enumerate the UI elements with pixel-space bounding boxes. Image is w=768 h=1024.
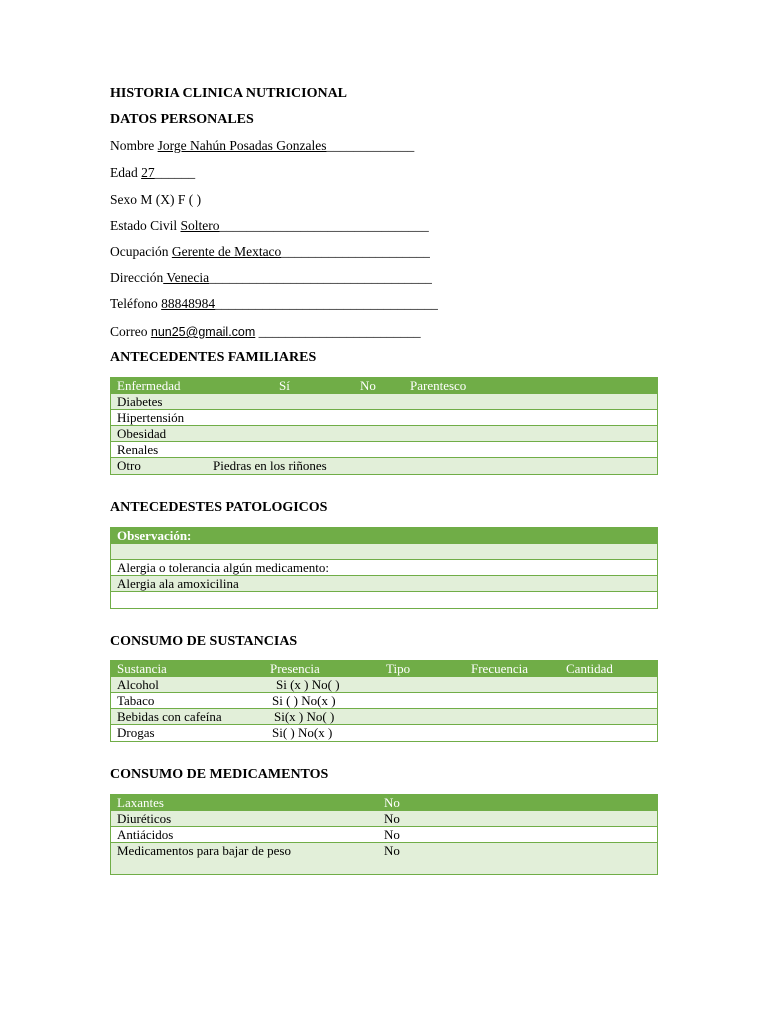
value-edad: 27 [141,165,155,180]
section-heading-patologicos: ANTECEDESTES PATOLOGICOS [110,500,328,515]
table-row [111,811,657,827]
cell-enfermedad: Hipertensión [117,410,185,425]
cell-medicamento: Diuréticos [117,811,172,826]
cell-valor: No [384,827,400,842]
table-header-row [111,378,657,394]
column-header-tipo: Tipo [386,661,411,676]
cell-presencia: Si (x ) No( ) [276,677,340,692]
column-header-cantidad: Cantidad [566,661,613,676]
column-header-enfermedad: Enfermedad [117,378,181,393]
field-estado-civil [110,218,429,234]
table-familiares [110,377,658,475]
cell-valor: No [384,811,400,826]
cell-presencia: Si(x ) No( ) [274,709,335,724]
value-telefono: 88848984 [161,296,216,311]
column-header-parentesco: Parentesco [410,378,467,393]
document-title: HISTORIA CLINICA NUTRICIONAL [110,86,348,101]
column-header-frecuencia: Frecuencia [471,661,529,676]
table-row [111,827,657,843]
field-correo [110,324,421,340]
label-ocupacion: Ocupación [110,244,169,259]
table-row [111,560,657,576]
label-edad: Edad [110,165,138,180]
label-estado-civil: Estado Civil [110,218,178,233]
value-estado-civil: Soltero [180,218,220,233]
section-heading-sustancias: CONSUMO DE SUSTANCIAS [110,634,298,649]
label-correo: Correo [110,324,151,339]
cell-enfermedad: Otro [117,458,141,473]
cell-sustancia: Tabaco [117,693,155,708]
table-header-row [111,795,657,811]
fill-telefono: _________________________________ [215,296,438,311]
table-row [111,576,657,592]
table-row [111,693,657,709]
section-heading-personal: DATOS PERSONALES [110,112,254,127]
fill-edad: ______ [154,165,196,180]
table-row [111,725,657,741]
table-row [111,394,657,410]
table-sustancias [110,660,658,742]
field-sexo: Sexo M (X) F ( ) [110,192,202,207]
column-header-no: No [360,378,376,393]
table-row [111,843,657,874]
label-telefono: Teléfono [110,296,158,311]
cell-sustancia: Alcohol [117,677,159,692]
cell-sustancia: Bebidas con cafeína [117,709,222,724]
column-header-presencia: Presencia [270,661,320,676]
table-row [111,410,657,426]
table-row [111,709,657,725]
cell-detalle: Piedras en los riñones [213,458,327,473]
value-correo: nun25@gmail.com [150,325,256,339]
field-direccion [110,270,432,286]
value-direccion: Venecia [163,270,210,285]
field-edad [110,165,195,181]
cell-valor: No [384,795,400,810]
section-heading-medicamentos: CONSUMO DE MEDICAMENTOS [110,767,329,782]
table-row [111,442,657,458]
fill-estado-civil: _______________________________ [219,218,429,233]
cell-observacion: Alergia o tolerancia algún medicamento: [117,560,330,575]
table-row [111,592,657,608]
section-heading-familiares: ANTECEDENTES FAMILIARES [110,350,317,365]
cell-observacion: Alergia ala amoxicilina [117,576,239,591]
column-header-observacion: Observación: [117,528,192,543]
cell-presencia: Si ( ) No(x ) [272,693,336,708]
fill-direccion: _________________________________ [209,270,432,285]
field-nombre [110,138,414,154]
column-header-sustancia: Sustancia [117,661,167,676]
cell-enfermedad: Renales [117,442,159,457]
cell-medicamento: Laxantes [117,795,164,810]
fill-correo: ________________________ [258,324,421,339]
table-row [111,458,657,474]
cell-sustancia: Drogas [117,725,155,740]
fill-nombre: _____________ [326,138,415,153]
table-row [111,426,657,442]
cell-medicamento: Antiácidos [117,827,174,842]
cell-presencia: Si( ) No(x ) [272,725,333,740]
table-header-row [111,661,657,677]
table-patologicos [110,527,658,609]
fill-ocupacion: ______________________ [281,244,430,259]
value-nombre: Jorge Nahún Posadas Gonzales [157,138,327,153]
cell-valor: No [384,843,400,858]
cell-enfermedad: Obesidad [117,426,167,441]
column-header-si: Sí [279,378,290,393]
value-ocupacion: Gerente de Mextaco [171,244,282,259]
cell-medicamento: Medicamentos para bajar de peso [117,843,291,858]
field-ocupacion [110,244,430,260]
table-medicamentos [110,794,658,875]
field-telefono [110,296,438,312]
cell-enfermedad: Diabetes [117,394,163,409]
table-row [111,677,657,693]
label-nombre: Nombre [110,138,155,153]
label-direccion: Dirección [110,270,164,285]
table-header-row [111,528,657,544]
table-row [111,544,657,560]
